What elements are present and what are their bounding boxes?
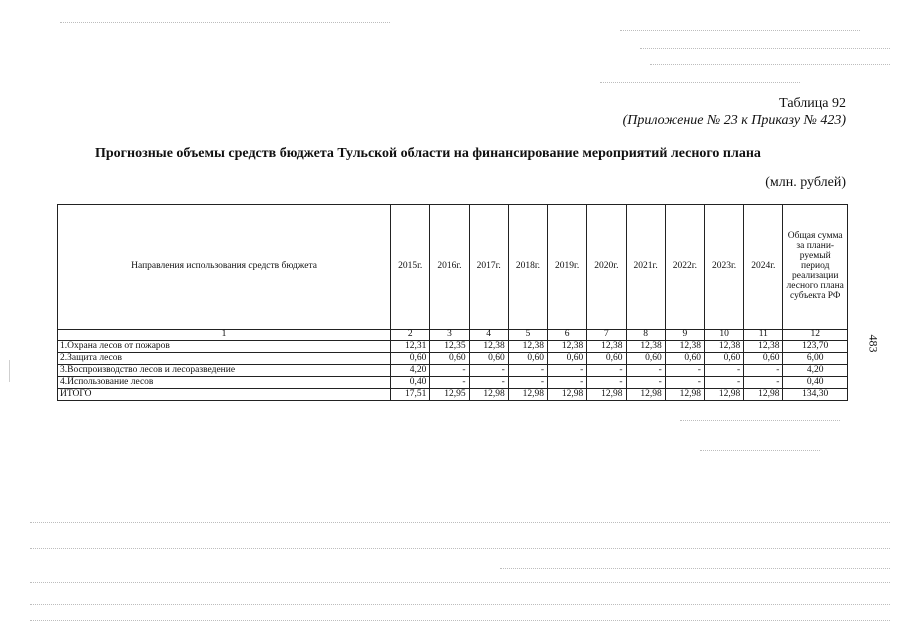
cell-value: - [665,377,704,389]
cell-value: - [430,377,469,389]
scan-noise [30,604,890,605]
scan-noise [620,30,860,31]
column-number-row [58,330,848,341]
cell-value: 0,60 [391,353,430,365]
header-year: 2016г. [430,205,469,330]
cell-value: 12,35 [430,341,469,353]
header-year: 2018г. [508,205,547,330]
cell-value: - [508,377,547,389]
scan-noise [640,48,890,49]
scan-noise [30,582,890,583]
cell-value: - [587,377,626,389]
column-number: 3 [430,330,469,341]
table-row [58,377,848,389]
cell-value: - [587,365,626,377]
scan-noise [30,522,890,523]
cell-value: - [744,377,783,389]
cell-value: 0,60 [587,353,626,365]
cell-value: - [704,365,743,377]
cell-value: 12,98 [508,389,547,401]
table-row-total [58,389,848,401]
column-number: 7 [587,330,626,341]
cell-value: - [704,377,743,389]
cell-total: 0,40 [783,377,848,389]
cell-total: 134,30 [783,389,848,401]
row-direction: ИТОГО [58,389,391,401]
header-total: Общая сумма за плани-руемый период реализации лесного плана субъекта РФ [783,205,848,330]
cell-value: - [430,365,469,377]
cell-value: 17,51 [391,389,430,401]
page-number: 483 [866,334,881,353]
column-number: 2 [391,330,430,341]
budget-table [57,204,848,401]
cell-total: 123,70 [783,341,848,353]
cell-value: - [548,377,587,389]
cell-value: 12,98 [744,389,783,401]
table-row [58,365,848,377]
scan-margin-mark [9,360,10,382]
row-direction: 1.Охрана лесов от пожаров [58,341,391,353]
row-direction: 3.Воспроизводство лесов и лесоразведение [58,365,391,377]
cell-value: 12,95 [430,389,469,401]
cell-value: 0,40 [391,377,430,389]
cell-value: 12,98 [548,389,587,401]
header-year: 2017г. [469,205,508,330]
units-label: (млн. рублей) [765,175,846,190]
cell-value: 12,38 [469,341,508,353]
cell-value: 12,98 [665,389,704,401]
header-year: 2019г. [548,205,587,330]
cell-value: 12,38 [548,341,587,353]
cell-value: 12,38 [665,341,704,353]
cell-value: - [469,377,508,389]
cell-value: - [508,365,547,377]
row-direction: 4.Использование лесов [58,377,391,389]
scan-noise [650,64,890,65]
scan-noise [30,548,890,549]
cell-value: - [626,365,665,377]
cell-value: 0,60 [469,353,508,365]
column-number: 10 [704,330,743,341]
header-year: 2022г. [665,205,704,330]
header-year: 2021г. [626,205,665,330]
column-number: 9 [665,330,704,341]
cell-total: 6,00 [783,353,848,365]
cell-value: 12,98 [469,389,508,401]
cell-total: 4,20 [783,365,848,377]
header-direction: Направления использования средств бюджета [58,205,391,330]
scan-noise [30,620,890,621]
cell-value: 12,38 [508,341,547,353]
cell-value: 12,31 [391,341,430,353]
column-number: 4 [469,330,508,341]
scan-noise [500,568,890,569]
cell-value: 4,20 [391,365,430,377]
cell-value: 0,60 [704,353,743,365]
cell-value: - [665,365,704,377]
cell-value: 12,38 [587,341,626,353]
cell-value: 12,98 [587,389,626,401]
scan-noise [680,420,840,421]
column-number: 8 [626,330,665,341]
cell-value: 12,98 [704,389,743,401]
header-row [58,205,848,330]
row-direction: 2.Защита лесов [58,353,391,365]
document-title: Прогнозные объемы средств бюджета Тульской области на финансирование мероприятий лесного плана [95,146,761,161]
table-label: Таблица 92 [779,96,846,111]
scan-noise [60,22,390,23]
header-year: 2023г. [704,205,743,330]
cell-value: 12,38 [744,341,783,353]
table-row [58,341,848,353]
header-year: 2024г. [744,205,783,330]
column-number: 6 [548,330,587,341]
cell-value: 0,60 [744,353,783,365]
column-number: 5 [508,330,547,341]
scan-noise [700,450,820,451]
cell-value: - [744,365,783,377]
header-year: 2015г. [391,205,430,330]
cell-value: - [469,365,508,377]
cell-value: 0,60 [548,353,587,365]
cell-value: 0,60 [430,353,469,365]
cell-value: 0,60 [626,353,665,365]
cell-value: - [548,365,587,377]
table-row [58,353,848,365]
cell-value: 12,98 [626,389,665,401]
cell-value: 0,60 [508,353,547,365]
column-number: 11 [744,330,783,341]
header-year: 2020г. [587,205,626,330]
cell-value: 12,38 [626,341,665,353]
cell-value: - [626,377,665,389]
cell-value: 0,60 [665,353,704,365]
column-number: 1 [58,330,391,341]
column-number: 12 [783,330,848,341]
cell-value: 12,38 [704,341,743,353]
appendix-reference: (Приложение № 23 к Приказу № 423) [622,113,846,128]
scan-noise [600,82,800,83]
